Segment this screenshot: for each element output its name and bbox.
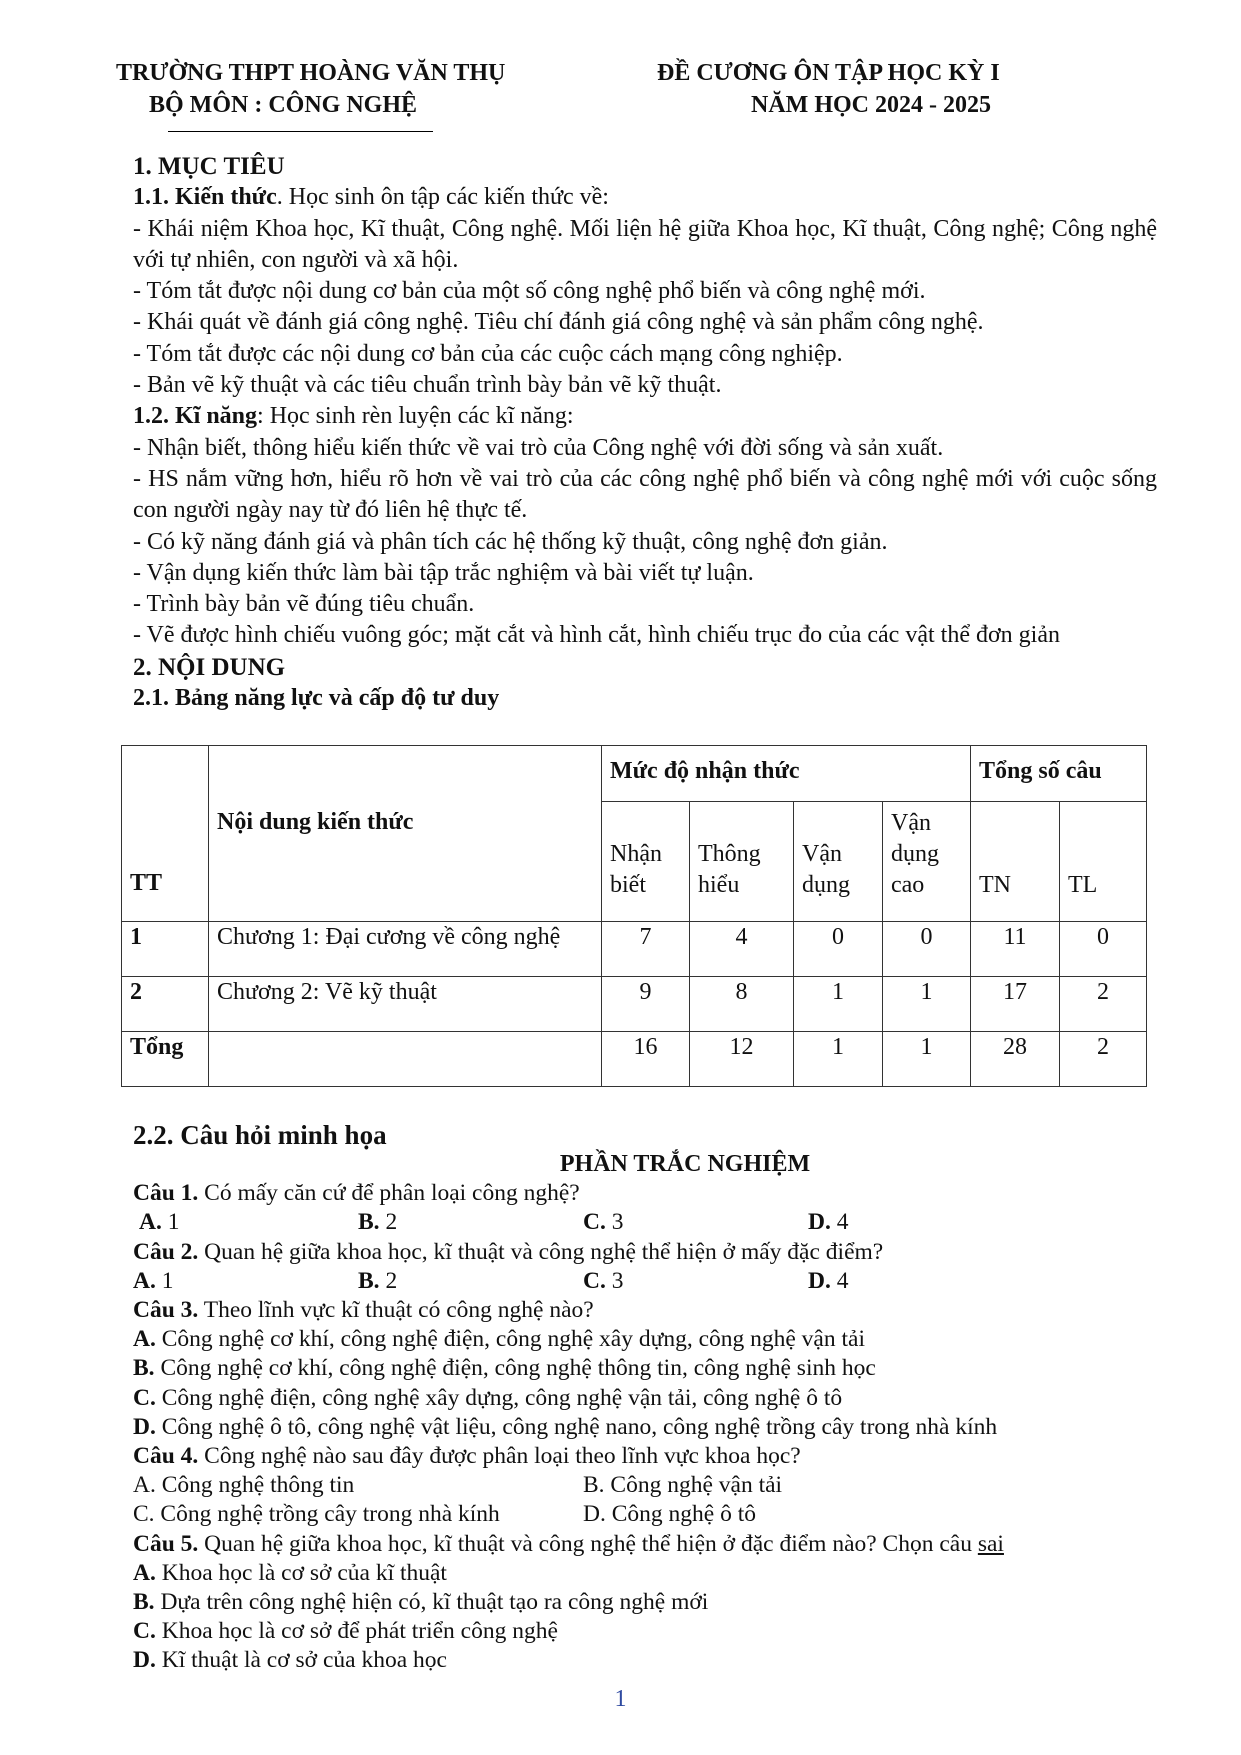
option-text: Khoa học là cơ sở của kĩ thuật bbox=[161, 1559, 447, 1586]
answer-option bbox=[133, 1413, 1157, 1442]
col-header-level-1: Nhận biết bbox=[602, 802, 690, 922]
option-text: Công nghệ cơ khí, công nghệ điện, công nghệ xây dựng, công nghệ vận tải bbox=[161, 1326, 865, 1353]
answer-option bbox=[133, 1559, 1157, 1588]
cell-level-1: 9 bbox=[602, 977, 690, 1032]
row-tt: Tổng bbox=[122, 1032, 209, 1087]
answer-option bbox=[133, 1267, 358, 1296]
option-letter: C. bbox=[133, 1618, 156, 1645]
answer-option: D. Công nghệ ô tô bbox=[583, 1501, 756, 1528]
question-label: Câu 2. bbox=[133, 1238, 199, 1265]
cell-level-2: 8 bbox=[690, 977, 794, 1032]
row-tt: 2 bbox=[122, 977, 209, 1032]
cell-level-3: 0 bbox=[794, 922, 883, 977]
school-name: TRƯỜNG THPT HOÀNG VĂN THỤ bbox=[116, 60, 506, 86]
answer-option bbox=[583, 1267, 808, 1296]
objectives-section bbox=[133, 151, 1157, 714]
section-heading-objectives: 1. MỤC TIÊU bbox=[133, 153, 285, 180]
answer-option bbox=[358, 1208, 583, 1237]
question-text: Theo lĩnh vực kĩ thuật có công nghệ nào? bbox=[198, 1297, 594, 1324]
option-text: Khoa học là cơ sở để phát triển công nghệ bbox=[161, 1618, 558, 1645]
cell-level-1: 7 bbox=[602, 922, 690, 977]
knowledge-intro bbox=[133, 182, 1157, 213]
knowledge-item: - Tóm tắt được nội dung cơ bản của một số công nghệ phổ biến và công nghệ mới. bbox=[133, 278, 926, 305]
answer-option bbox=[133, 1646, 1157, 1675]
option-letter: B. bbox=[133, 1589, 155, 1616]
answer-options bbox=[133, 1471, 1157, 1500]
cell-tl: 2 bbox=[1060, 1032, 1147, 1087]
question-3 bbox=[133, 1296, 1157, 1325]
table-heading: 2.1. Bảng năng lực và cấp độ tư duy bbox=[133, 685, 500, 712]
option-letter: B. bbox=[358, 1209, 380, 1236]
skill-item: - HS nắm vững hơn, hiểu rõ hơn về vai trò của các công nghệ phổ biến và công nghệ mới với cuộc sống con người ngày nay từ đó liên hệ thực tế. bbox=[133, 465, 1157, 524]
answer-option bbox=[583, 1208, 808, 1237]
cell-level-3: 1 bbox=[794, 1032, 883, 1087]
knowledge-label: 1.1. Kiến thức bbox=[133, 184, 277, 211]
row-tt: 1 bbox=[122, 922, 209, 977]
question-label: Câu 5. bbox=[133, 1530, 199, 1557]
answer-option bbox=[133, 1617, 1157, 1646]
option-text: 4 bbox=[836, 1209, 849, 1236]
cell-tl: 0 bbox=[1060, 922, 1147, 977]
option-letter: D. bbox=[808, 1209, 831, 1236]
answer-options bbox=[133, 1500, 1157, 1529]
skill-item: - Vẽ được hình chiếu vuông góc; mặt cắt và hình cắt, hình chiếu trục đo của các vật thể đơn giản bbox=[133, 622, 1060, 649]
option-letter: A. bbox=[133, 1326, 156, 1353]
emphasis-wrong: sai bbox=[977, 1530, 1004, 1557]
option-letter: B. bbox=[358, 1267, 380, 1294]
group-header-total: Tổng số câu bbox=[971, 746, 1147, 802]
option-letter: D. bbox=[133, 1413, 156, 1440]
answer-option bbox=[133, 1208, 358, 1237]
section-heading-content: 2. NỘI DUNG bbox=[133, 653, 286, 681]
answer-option bbox=[358, 1267, 583, 1296]
skill-item: - Trình bày bản vẽ đúng tiêu chuẩn. bbox=[133, 591, 475, 618]
col-header-tt: TT bbox=[122, 746, 209, 922]
answer-options bbox=[133, 1267, 1157, 1296]
table-row bbox=[122, 977, 1147, 1032]
option-text: 2 bbox=[385, 1209, 398, 1236]
row-content: Chương 2: Vẽ kỹ thuật bbox=[209, 977, 602, 1032]
answer-option bbox=[808, 1267, 848, 1296]
row-content bbox=[209, 1032, 602, 1087]
question-text: Có mấy căn cứ để phân loại công nghệ? bbox=[198, 1180, 580, 1207]
option-text: Dựa trên công nghệ hiện có, kĩ thuật tạo ra công nghệ mới bbox=[160, 1589, 709, 1616]
questions-section bbox=[133, 1150, 1157, 1676]
question-5 bbox=[133, 1530, 1157, 1559]
cell-level-2: 4 bbox=[690, 922, 794, 977]
col-header-tl: TL bbox=[1060, 802, 1147, 922]
cell-level-4: 1 bbox=[883, 977, 971, 1032]
answer-option bbox=[133, 1325, 1157, 1354]
table-row bbox=[122, 922, 1147, 977]
option-letter: D. bbox=[808, 1267, 831, 1294]
row-content: Chương 1: Đại cương về công nghệ bbox=[209, 922, 602, 977]
question-text: Quan hệ giữa khoa học, kĩ thuật và công nghệ thể hiện ở đặc điểm nào? Chọn câu bbox=[198, 1530, 978, 1557]
cell-level-4: 1 bbox=[883, 1032, 971, 1087]
option-letter: A. bbox=[133, 1559, 156, 1586]
option-text: Công nghệ ô tô, công nghệ vật liệu, công nghệ nano, công nghệ trồng cây trong nhà kính bbox=[161, 1413, 998, 1440]
header-underline bbox=[168, 131, 433, 132]
cell-tn: 28 bbox=[971, 1032, 1060, 1087]
answer-option: C. Công nghệ trồng cây trong nhà kính bbox=[133, 1501, 500, 1528]
cell-level-1: 16 bbox=[602, 1032, 690, 1087]
skill-item: - Có kỹ năng đánh giá và phân tích các hệ thống kỹ thuật, công nghệ đơn giản. bbox=[133, 528, 888, 555]
option-letter: D. bbox=[133, 1647, 156, 1674]
question-text: Công nghệ nào sau đây được phân loại theo lĩnh vực khoa học? bbox=[198, 1443, 801, 1470]
option-text: 3 bbox=[611, 1267, 624, 1294]
cell-tn: 11 bbox=[971, 922, 1060, 977]
option-text: 4 bbox=[836, 1267, 849, 1294]
option-letter: C. bbox=[583, 1267, 606, 1294]
col-header-tn: TN bbox=[971, 802, 1060, 922]
question-4 bbox=[133, 1442, 1157, 1471]
table-row-total bbox=[122, 1032, 1147, 1087]
option-letter: C. bbox=[583, 1209, 606, 1236]
col-header-level-4: Vận dụng cao bbox=[883, 802, 971, 922]
cell-level-3: 1 bbox=[794, 977, 883, 1032]
option-text: 1 bbox=[161, 1267, 174, 1294]
option-letter: A. bbox=[133, 1267, 156, 1294]
competency-table bbox=[121, 745, 1147, 1087]
knowledge-item: - Khái quát về đánh giá công nghệ. Tiêu chí đánh giá công nghệ và sản phẩm công nghệ. bbox=[133, 309, 984, 336]
col-header-level-3: Vận dụng bbox=[794, 802, 883, 922]
knowledge-item: - Khái niệm Khoa học, Kĩ thuật, Công nghệ. Mối liện hệ giữa Khoa học, Kĩ thuật, Công nghệ; Công nghệ với tự nhiên, con người và xã hội. bbox=[133, 215, 1157, 273]
question-1 bbox=[133, 1179, 1157, 1208]
option-text: Công nghệ cơ khí, công nghệ điện, công nghệ thông tin, công nghệ sinh học bbox=[160, 1355, 876, 1382]
answer-option bbox=[133, 1384, 1157, 1413]
school-year: NĂM HỌC 2024 - 2025 bbox=[751, 92, 991, 118]
answer-option: A. Công nghệ thông tin bbox=[133, 1472, 355, 1499]
document-title: ĐỀ CƯƠNG ÔN TẬP HỌC KỲ I bbox=[657, 60, 1000, 86]
skills-intro bbox=[133, 401, 1157, 432]
skills-text: : Học sinh rèn luyện các kĩ năng: bbox=[257, 403, 574, 430]
knowledge-text: . Học sinh ôn tập các kiến thức về: bbox=[276, 184, 609, 211]
option-text: Công nghệ điện, công nghệ xây dựng, công nghệ vận tải, công nghệ ô tô bbox=[161, 1384, 843, 1411]
option-text: 3 bbox=[611, 1209, 624, 1236]
knowledge-item: - Bản vẽ kỹ thuật và các tiêu chuẩn trình bày bản vẽ kỹ thuật. bbox=[133, 372, 722, 399]
cell-level-2: 12 bbox=[690, 1032, 794, 1087]
answer-options bbox=[133, 1208, 1157, 1237]
group-header-level: Mức độ nhận thức bbox=[602, 746, 971, 802]
page-number: 1 bbox=[614, 1686, 627, 1712]
cell-tn: 17 bbox=[971, 977, 1060, 1032]
part-heading: PHẦN TRẮC NGHIỆM bbox=[559, 1151, 811, 1177]
option-letter: B. bbox=[133, 1355, 155, 1382]
answer-option: B. Công nghệ vận tải bbox=[583, 1472, 783, 1499]
skills-label: 1.2. Kĩ năng bbox=[133, 403, 258, 430]
cell-tl: 2 bbox=[1060, 977, 1147, 1032]
question-2 bbox=[133, 1238, 1157, 1267]
option-letter: A. bbox=[139, 1209, 162, 1236]
department: BỘ MÔN : CÔNG NGHỆ bbox=[149, 92, 417, 118]
question-text: Quan hệ giữa khoa học, kĩ thuật và công nghệ thể hiện ở mấy đặc điểm? bbox=[198, 1238, 884, 1265]
cell-level-4: 0 bbox=[883, 922, 971, 977]
option-text: Kĩ thuật là cơ sở của khoa học bbox=[161, 1647, 447, 1674]
question-label: Câu 4. bbox=[133, 1443, 199, 1470]
skill-item: - Vận dụng kiến thức làm bài tập trắc nghiệm và bài viết tự luận. bbox=[133, 559, 754, 586]
answer-option bbox=[133, 1588, 1157, 1617]
col-header-content: Nội dung kiến thức bbox=[209, 746, 602, 922]
option-text: 2 bbox=[385, 1267, 398, 1294]
question-label: Câu 1. bbox=[133, 1180, 199, 1207]
question-label: Câu 3. bbox=[133, 1297, 199, 1324]
answer-option bbox=[133, 1354, 1157, 1383]
option-text: 1 bbox=[167, 1209, 180, 1236]
knowledge-item: - Tóm tắt được các nội dung cơ bản của các cuộc cách mạng công nghiệp. bbox=[133, 340, 843, 367]
option-letter: C. bbox=[133, 1384, 156, 1411]
skill-item: - Nhận biết, thông hiểu kiến thức về vai trò của Công nghệ với đời sống và sản xuất. bbox=[133, 434, 944, 461]
answer-option bbox=[808, 1208, 848, 1237]
section-heading-sample-questions: 2.2. Câu hỏi minh họa bbox=[133, 1120, 387, 1150]
col-header-level-2: Thông hiểu bbox=[690, 802, 794, 922]
